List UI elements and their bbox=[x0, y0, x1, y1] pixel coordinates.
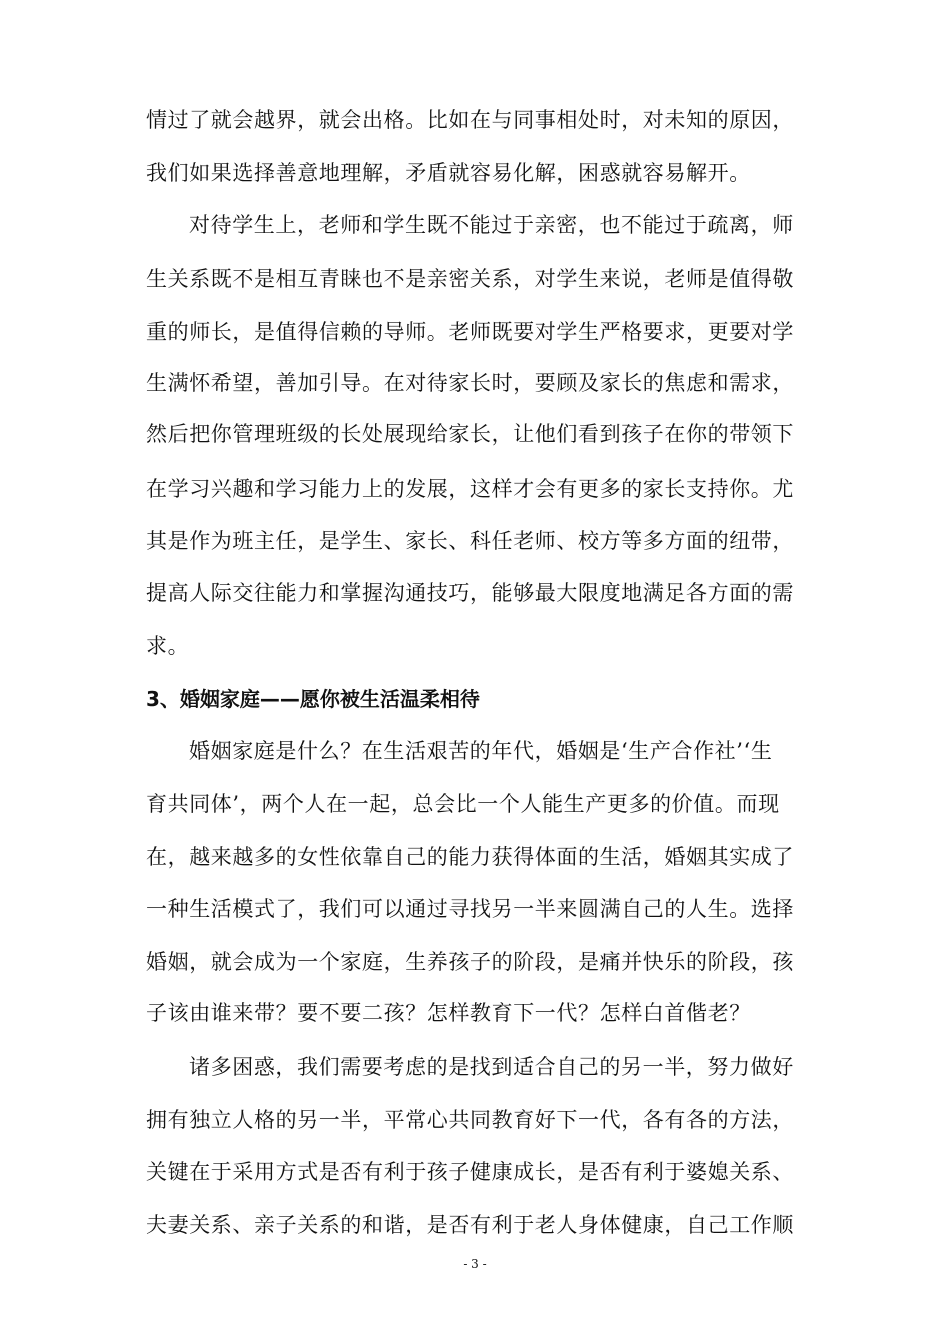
section-heading: 3、婚姻家庭——愿你被生活温柔相待 bbox=[146, 687, 480, 711]
paragraph-line: 诸多困惑，我们需要考虑的是找到适合自己的另一半，努力做好 bbox=[189, 1055, 794, 1079]
paragraph-line: 拥有独立人格的另一半，平常心共同教育好下一代，各有各的方法， bbox=[146, 1108, 794, 1132]
paragraph-line: 对待学生上，老师和学生既不能过于亲密，也不能过于疏离，师 bbox=[189, 213, 794, 237]
paragraph-line: 生满怀希望，善加引导。在对待家长时，要顾及家长的焦虑和需求， bbox=[146, 371, 794, 395]
paragraph-line: 一种生活模式了，我们可以通过寻找另一半来圆满自己的人生。选择 bbox=[146, 897, 794, 921]
paragraph-line: 在，越来越多的女性依靠自己的能力获得体面的生活，婚姻其实成了 bbox=[146, 845, 794, 869]
paragraph-line: 生关系既不是相互青睐也不是亲密关系，对学生来说，老师是值得敬 bbox=[146, 267, 794, 291]
page-number: - 3 - bbox=[463, 1257, 487, 1271]
paragraph-line: 提高人际交往能力和掌握沟通技巧，能够最大限度地满足各方面的需 bbox=[146, 581, 794, 605]
paragraph-line: 情过了就会越界，就会出格。比如在与同事相处时，对未知的原因， bbox=[146, 108, 794, 132]
paragraph-line: 求。 bbox=[146, 634, 190, 658]
paragraph-line: 重的师长，是值得信赖的导师。老师既要对学生严格要求，更要对学 bbox=[146, 320, 794, 344]
paragraph-line: 子该由谁来带？要不要二孩？怎样教育下一代？怎样白首偕老？ bbox=[146, 1001, 751, 1025]
paragraph-line: 婚姻，就会成为一个家庭，生养孩子的阶段，是痛并快乐的阶段，孩 bbox=[146, 950, 794, 974]
paragraph-line: 关键在于采用方式是否有利于孩子健康成长，是否有利于婆媳关系、 bbox=[146, 1160, 794, 1184]
paragraph-line: 夫妻关系、亲子关系的和谐，是否有利于老人身体健康，自己工作顺 bbox=[146, 1213, 794, 1237]
paragraph-line: 我们如果选择善意地理解，矛盾就容易化解，困惑就容易解开。 bbox=[146, 161, 751, 185]
paragraph-line: 育共同体’，两个人在一起，总会比一个人能生产更多的价值。而现 bbox=[146, 792, 780, 816]
paragraph-line: 其是作为班主任，是学生、家长、科任老师、校方等多方面的纽带， bbox=[146, 529, 794, 553]
paragraph-line: 然后把你管理班级的长处展现给家长，让他们看到孩子在你的带领下 bbox=[146, 422, 794, 446]
paragraph-line: 婚姻家庭是什么？在生活艰苦的年代，婚姻是‘生产合作社’‘生 bbox=[189, 739, 773, 763]
paragraph-line: 在学习兴趣和学习能力上的发展，这样才会有更多的家长支持你。尤 bbox=[146, 477, 794, 501]
